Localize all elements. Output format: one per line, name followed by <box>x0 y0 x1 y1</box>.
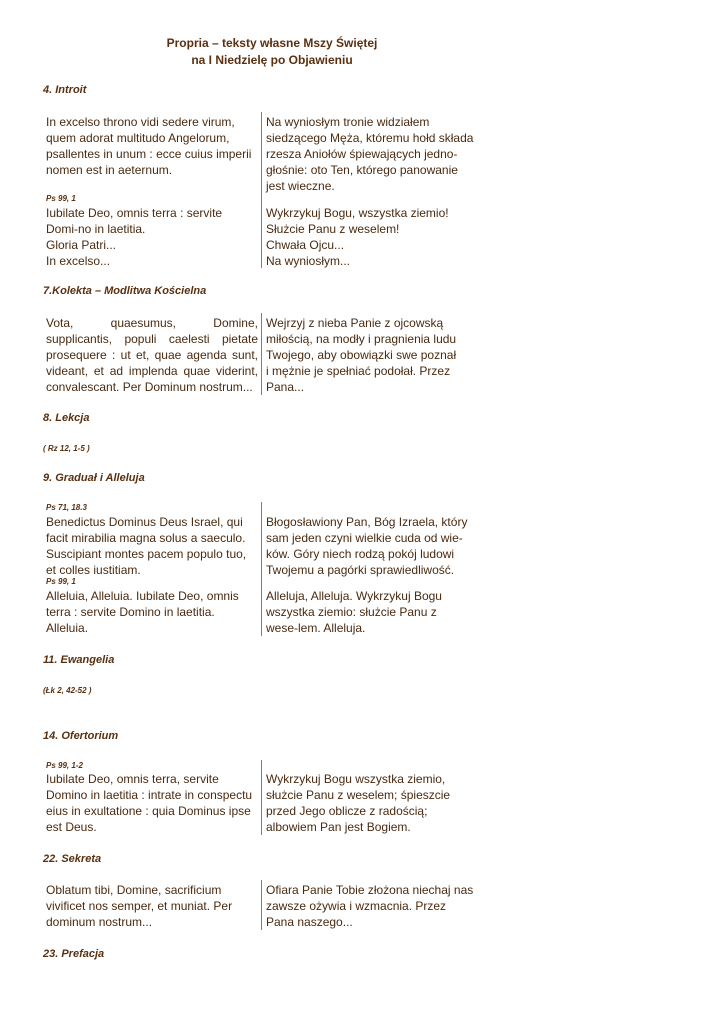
text-line: Iubilate Deo, omnis terra : servite <box>46 206 223 220</box>
text-line: Pana naszego... <box>266 915 353 929</box>
text-line: Błogosławiony Pan, Bóg Izraela, który <box>266 515 468 529</box>
collect-latin-text: Vota, quaesumus, Domine, supplicantis, populi caelesti pietate prosequere : ut et, quae agenda sunt, videant, et ad implenda quae viderint, convalescant. Per Dominum nostrum... <box>46 316 258 394</box>
psalm-reference: Ps 71, 18.3 <box>46 503 87 512</box>
offertory-latin-text <box>46 771 258 835</box>
text-line: Iubilate Deo, omnis terra, servite <box>46 772 219 786</box>
scripture-reference: (Łk 2, 42-52 ) <box>43 686 92 695</box>
text-line: Służcie Panu z weselem! <box>266 222 400 236</box>
text-line: głośnie: oto Ten, którego panowanie <box>266 163 458 177</box>
text-line: Wejrzyj z nieba Panie z ojcowską <box>266 316 444 330</box>
text-line: terra : servite Domino in laetitia. <box>46 605 215 619</box>
text-line: Twojego, aby obowiązki swe poznał <box>266 348 457 362</box>
gradual-polish-text <box>266 514 482 578</box>
introit-polish-text <box>266 114 482 194</box>
text-line: Oblatum tibi, Domine, sacrificium <box>46 883 222 897</box>
scripture-reference: ( Rz 12, 1-5 ) <box>43 444 90 453</box>
text-line: quem adorat multitudo Angelorum, <box>46 131 230 145</box>
text-line: Pana... <box>266 380 305 394</box>
psalm-reference: Ps 99, 1-2 <box>46 761 83 770</box>
psalm-reference: Ps 99, 1 <box>46 194 76 203</box>
text-line: et colles iustitiam. <box>46 563 141 577</box>
introit-polish-verse <box>266 205 482 269</box>
column-divider <box>261 502 262 636</box>
section-heading-collect: 7.Kolekta – Modlitwa Kościelna <box>43 285 207 297</box>
section-heading-secret: 22. Sekreta <box>43 853 102 865</box>
text-line: i mężnie je spełniać podołał. Przez <box>266 364 451 378</box>
text-line: Alleluia, Alleluia. Iubilate Deo, omnis <box>46 589 239 603</box>
text-line: dominum nostrum... <box>46 915 153 929</box>
text-line: ków. Góry niech rodzą pokój ludowi <box>266 547 455 561</box>
text-line: wszystka ziemio: służcie Panu z <box>266 605 437 619</box>
section-heading-introit: 4. Introit <box>43 84 87 96</box>
text-line: Suscipiant montes pacem populo tuo, <box>46 547 247 561</box>
text-line: nomen est in aeternum. <box>46 163 173 177</box>
collect-polish-text <box>266 315 482 395</box>
text-line: Domi-no in laetitia. <box>46 222 146 236</box>
text-line: rzesza Aniołów śpiewających jedno- <box>266 147 458 161</box>
text-line: est Deus. <box>46 820 97 834</box>
text-line: eius in exultatione : quia Dominus ipse <box>46 804 251 818</box>
text-line: Twojemu a pagórki sprawiedliwość. <box>266 563 455 577</box>
page-subtitle: na I Niedzielę po Objawieniu <box>191 53 353 67</box>
text-line: Alleluia. <box>46 621 89 635</box>
text-line: Benedictus Dominus Deus Israel, qui <box>46 515 243 529</box>
offertory-polish-text <box>266 771 482 835</box>
text-line: zawsze ożywia i wzmacnia. Przez <box>266 899 447 913</box>
text-line: In excelso... <box>46 254 111 268</box>
text-line: psallentes in unum : ecce cuius imperii <box>46 147 252 161</box>
column-divider <box>261 112 262 268</box>
text-line: Wykrzykuj Bogu wszystka ziemio, <box>266 772 446 786</box>
alleluia-polish-text <box>266 588 482 636</box>
text-line: vivificet nos semper, et muniat. Per <box>46 899 233 913</box>
text-line: służcie Panu z weselem; śpieszcie <box>266 788 451 802</box>
text-line: przed Jego oblicze z radością; <box>266 804 428 818</box>
gradual-latin-text <box>46 514 258 578</box>
text-line: miłością, na modły i pragnienia ludu <box>266 332 457 346</box>
section-heading-gradual: 9. Graduał i Alleluja <box>43 472 145 484</box>
section-heading-gospel: 11. Ewangelia <box>43 654 115 666</box>
text-line: Wykrzykuj Bogu, wszystka ziemio! <box>266 206 449 220</box>
secret-latin-text <box>46 882 258 930</box>
text-line: Ofiara Panie Tobie złożona niechaj nas <box>266 883 474 897</box>
text-line: Na wyniosłym... <box>266 254 351 268</box>
section-heading-preface: 23. Prefacja <box>43 948 105 960</box>
text-line: Alleluja, Alleluja. Wykrzykuj Bogu <box>266 589 442 603</box>
text-line: In excelso throno vidi sedere virum, <box>46 115 235 129</box>
section-heading-offertory: 14. Ofertorium <box>43 730 119 742</box>
secret-polish-text <box>266 882 482 930</box>
text-line: Na wyniosłym tronie widziałem <box>266 115 430 129</box>
text-line: sam jeden czyni wielkie cuda od wie- <box>266 531 463 545</box>
text-line: Gloria Patri... <box>46 238 117 252</box>
text-line: wese-lem. Alleluja. <box>266 621 366 635</box>
text-line: Domino in laetitia : intrate in conspectu <box>46 788 253 802</box>
text-line: albowiem Pan jest Bogiem. <box>266 820 411 834</box>
introit-latin-text <box>46 114 258 178</box>
text-line: facit mirabilia magna solus a saeculo. <box>46 531 246 545</box>
column-divider <box>261 760 262 835</box>
text-line: jest wieczne. <box>266 179 335 193</box>
alleluia-latin-text <box>46 588 258 636</box>
psalm-reference: Ps 99, 1 <box>46 577 76 586</box>
column-divider <box>261 880 262 930</box>
text-line: Chwała Ojcu... <box>266 238 345 252</box>
page-title: Propria – teksty własne Mszy Świętej <box>166 36 378 50</box>
text-line: siedzącego Męża, któremu hołd składa <box>266 131 474 145</box>
column-divider <box>261 313 262 395</box>
introit-latin-verse <box>46 205 258 269</box>
section-heading-lesson: 8. Lekcja <box>43 412 90 424</box>
